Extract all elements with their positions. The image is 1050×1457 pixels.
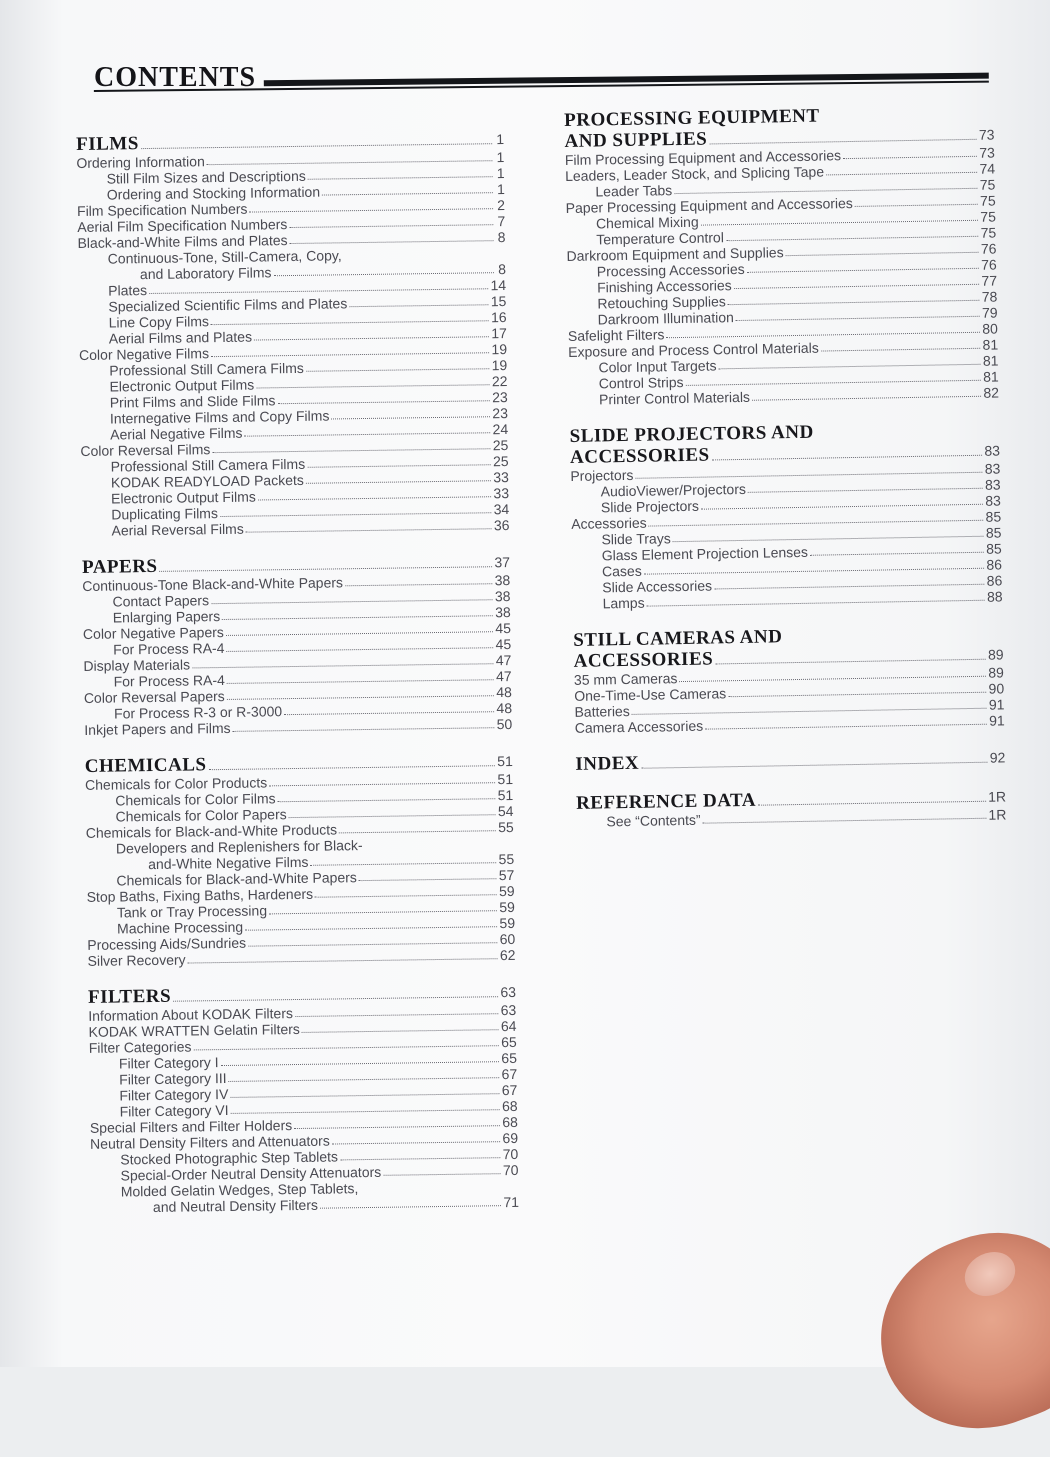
toc-entry-label: One-Time-Use Cameras (574, 685, 727, 704)
page-number: 75 (980, 224, 997, 241)
toc-entry-label: Glass Element Projection Lenses (601, 543, 809, 564)
page-number: 63 (500, 1001, 517, 1019)
toc-entry-label: Electronic Output Films (110, 488, 256, 507)
toc-entry-label: See “Contents” (606, 811, 701, 830)
toc-entry-label: Aerial Negative Films (110, 424, 243, 443)
dot-leader (269, 771, 496, 786)
toc-entry-label: Color Reversal Films (80, 441, 211, 459)
page-number: 8 (497, 229, 506, 246)
page-number: 55 (498, 818, 514, 836)
page-number: 70 (502, 1161, 519, 1179)
page-number: 75 (979, 192, 996, 209)
toc-entry-label: Chemical Mixing (595, 213, 699, 232)
page-number: 51 (497, 752, 513, 770)
page-number: 78 (981, 288, 998, 305)
toc-entry-label: Chemicals for Black-and-White Papers (116, 869, 357, 889)
toc-entry-label: KODAK READYLOAD Packets (110, 471, 304, 491)
toc-entry-label: and Laboratory Films (139, 264, 272, 283)
dot-leader (277, 787, 495, 802)
dot-leader (345, 572, 493, 586)
page-number: 86 (986, 572, 1003, 589)
page-number: 59 (498, 882, 515, 900)
dot-leader (294, 1114, 500, 1129)
dot-leader (207, 149, 493, 165)
dot-leader (289, 229, 493, 244)
dot-leader (826, 161, 978, 176)
toc-entry-label: Inkjet Papers and Films (84, 719, 231, 738)
page-number: 67 (501, 1065, 518, 1083)
dot-leader (306, 357, 490, 372)
dot-leader (173, 981, 499, 1002)
toc-entry-label: and-White Negative Films (148, 853, 309, 873)
dot-leader (249, 197, 493, 212)
page-number: 77 (981, 272, 998, 289)
page-number: 25 (492, 436, 509, 454)
page-number: 38 (494, 587, 511, 605)
toc-entry-label: Stocked Photographic Step Tablets (120, 1148, 339, 1168)
dot-leader (159, 551, 492, 572)
toc-entry-label: Duplicating Films (111, 505, 219, 523)
page-number: 51 (497, 786, 514, 804)
page-number: 23 (492, 404, 509, 422)
dot-leader (220, 1050, 499, 1066)
toc-entry-label: Film Processing Equipment and Accessories (564, 147, 842, 168)
dot-leader (230, 1098, 500, 1114)
toc-entry-label: Continuous-Tone Black-and-White Papers (82, 574, 344, 594)
dot-leader (315, 883, 497, 898)
page-number: 75 (980, 208, 997, 225)
page-number: 47 (495, 651, 512, 669)
toc-entry-label: Slide Trays (601, 530, 671, 548)
dot-leader (359, 867, 497, 881)
dot-leader (810, 541, 984, 556)
section-heading-label: ACCESSORIES (573, 648, 714, 672)
thumb (854, 1207, 1050, 1457)
page-number: 14 (490, 277, 507, 294)
page-number: 63 (500, 983, 517, 1001)
dot-leader (289, 213, 493, 228)
toc-section (88, 981, 519, 1216)
dot-leader (227, 668, 494, 684)
page-number: 92 (989, 749, 1006, 766)
dot-leader (295, 1002, 499, 1017)
page-number: 55 (498, 850, 515, 868)
toc-entry-label: Color Reversal Papers (83, 687, 225, 706)
toc-entry-label: Color Input Targets (598, 357, 717, 376)
toc-entry-label: Information About KODAK Filters (88, 1005, 294, 1024)
page-number: 83 (984, 442, 1001, 459)
page-number: 69 (502, 1129, 519, 1147)
toc-entry-label: Electronic Output Films (109, 376, 255, 395)
section-heading-label: ACCESSORIES (569, 444, 710, 468)
section-heading-label: PAPERS (81, 555, 158, 578)
section-heading-label: FILTERS (87, 985, 172, 1008)
dot-leader (308, 165, 493, 180)
toc-entry-label: Chemicals for Color Films (115, 790, 276, 809)
toc-entry-label: Special-Order Neutral Density Attenuators (120, 1163, 382, 1184)
page-number: 23 (492, 388, 508, 406)
toc-entry-label: For Process RA-4 (113, 639, 225, 658)
toc-entry-label: Chemicals for Color Products (84, 774, 268, 793)
dot-leader (141, 128, 493, 149)
toc-entry-label: Contact Papers (112, 592, 210, 610)
page-number: 74 (979, 160, 996, 177)
page-number: 85 (985, 508, 1002, 525)
page-number: 91 (988, 696, 1005, 713)
toc-entry-label: Tank or Tray Processing (116, 902, 268, 921)
page-number: 38 (495, 603, 511, 621)
page-number: 88 (986, 588, 1003, 605)
page-number: 64 (500, 1017, 517, 1035)
page-number: 34 (493, 500, 510, 518)
page-number: 86 (986, 556, 1003, 573)
toc-entry-label: Filter Categories (88, 1038, 192, 1056)
page-number: 90 (988, 680, 1005, 697)
toc-entry-label: Neutral Density Filters and Attenuators (89, 1132, 330, 1152)
toc-entry-label: Filter Category I (118, 1054, 219, 1072)
toc-entry-label: Professional Still Camera Films (110, 455, 306, 475)
dot-leader (307, 453, 491, 468)
toc-entry-label: Ordering Information (76, 153, 205, 171)
dot-leader (226, 636, 493, 652)
section-heading-label: REFERENCE DATA (575, 789, 757, 814)
dot-leader (244, 421, 490, 436)
toc-entry-label: Filter Category VI (119, 1101, 229, 1120)
page-number: 71 (503, 1193, 520, 1211)
page-number: 83 (985, 492, 1002, 509)
page-number: 91 (989, 712, 1005, 729)
page-number: 73 (979, 144, 995, 161)
page-number: 48 (496, 699, 513, 717)
page-number: 24 (492, 420, 509, 438)
toc-entry-label: Finishing Accessories (596, 277, 732, 296)
toc-entry-label: For Process R-3 or R-3000 (113, 703, 283, 722)
dot-leader (232, 716, 494, 732)
toc-entry-label: Aerial Reversal Films (111, 520, 244, 539)
page-number: 79 (981, 304, 998, 321)
dot-leader (220, 501, 492, 517)
page-number: 33 (493, 484, 510, 502)
toc-entry-label: AudioViewer/Projectors (600, 480, 747, 500)
dot-leader (211, 309, 489, 325)
page-number: 1 (496, 131, 505, 148)
page-number: 76 (980, 240, 997, 257)
page-number: 2 (497, 197, 506, 214)
toc-entry-label: Exposure and Process Control Materials (568, 339, 819, 360)
toc-entry-label: Filter Category IV (119, 1085, 229, 1104)
dot-leader (211, 341, 490, 357)
dot-leader (752, 385, 982, 401)
page-number: 51 (497, 770, 514, 788)
toc-entry-label: Slide Accessories (602, 577, 713, 596)
toc-entry-label: KODAK WRATTEN Gelatin Filters (88, 1020, 300, 1040)
toc-section (82, 551, 512, 738)
page-number: 38 (494, 571, 511, 589)
section-heading-label: CHEMICALS (84, 754, 207, 777)
toc-entry-label: Developers and Replenishers for Black- (115, 837, 363, 857)
page-number: 59 (499, 898, 515, 916)
page-number: 1 (496, 181, 505, 198)
toc-entry-label: Slide Projectors (600, 497, 700, 516)
page-number: 54 (497, 802, 514, 820)
page-number: 48 (496, 683, 512, 701)
page-number: 45 (495, 619, 512, 637)
dot-leader (320, 1194, 502, 1209)
toc-entry-label: Line Copy Films (108, 313, 210, 331)
section-heading-line: STILL CAMERAS AND (573, 626, 783, 651)
page-number: 19 (491, 357, 508, 374)
toc-entry-label: Stop Baths, Fixing Baths, Hardeners (86, 885, 314, 905)
page-number: 36 (493, 516, 510, 534)
dot-leader (711, 440, 982, 461)
dot-leader (339, 819, 496, 833)
dot-leader (254, 325, 489, 340)
page-number: 8 (498, 261, 507, 278)
page-number: 1 (496, 165, 505, 182)
page-number: 81 (982, 336, 999, 353)
page-number: 57 (498, 866, 515, 884)
toc-entry-label: Lamps (602, 594, 645, 612)
dot-leader (322, 181, 493, 195)
page-number: 15 (490, 293, 507, 310)
page-number: 22 (491, 373, 508, 390)
page-number: 16 (490, 309, 507, 326)
toc-entry-label: Accessories (571, 514, 647, 532)
toc-entry-label: Retouching Supplies (597, 293, 726, 312)
dot-leader (212, 437, 491, 453)
page-number: 89 (987, 646, 1004, 663)
dot-leader (331, 405, 490, 419)
page-number: 85 (985, 524, 1002, 541)
toc-entry-label: 35 mm Cameras (573, 670, 678, 688)
dot-leader (340, 1146, 501, 1160)
dot-leader (709, 124, 977, 145)
dot-leader (248, 931, 498, 946)
page-number: 33 (493, 468, 509, 486)
section-heading-line: PROCESSING EQUIPMENT (564, 105, 820, 131)
toc-entry-label: Aerial Films and Plates (108, 328, 253, 347)
toc-entry-label: Print Films and Slide Films (109, 392, 276, 411)
toc-section (573, 622, 1005, 735)
toc-entry-label: Machine Processing (116, 918, 244, 937)
toc-section (570, 418, 1003, 611)
page-number: 85 (986, 540, 1002, 557)
dot-leader (246, 517, 492, 532)
page-title: CONTENTS (94, 62, 257, 93)
toc-entry-label: Darkroom Illumination (597, 309, 734, 328)
contents-right-column (564, 102, 1007, 829)
toc-section (564, 102, 999, 407)
toc-entry-label: Leader Tabs (595, 182, 673, 200)
dot-leader (332, 1130, 501, 1144)
toc-entry-label: For Process RA-4 (113, 671, 225, 690)
toc-entry-label: Plates (108, 282, 148, 299)
section-heading-label: FILMS (76, 133, 139, 155)
dot-leader (273, 261, 494, 276)
toc-entry-label: Aerial Film Specification Numbers (77, 216, 288, 235)
toc-entry-label: Chemicals for Color Papers (115, 806, 287, 825)
page-number: 65 (501, 1049, 518, 1067)
dot-leader (222, 604, 493, 620)
toc-entry-label: Silver Recovery (87, 951, 186, 969)
toc-entry-label: Display Materials (83, 656, 191, 674)
page-number: 1 (496, 149, 505, 166)
section-heading-label: INDEX (575, 752, 640, 775)
dot-leader (230, 1082, 500, 1098)
page-number: 17 (491, 325, 507, 342)
toc-section (76, 128, 510, 539)
toc-entry-label: Specialized Scientific Films and Plates (108, 295, 348, 315)
dot-leader (349, 293, 489, 307)
toc-entry-label: Paper Processing Equipment and Accessories (565, 194, 853, 216)
toc-entry-label: Professional Still Camera Films (109, 359, 304, 379)
page-number: 7 (497, 213, 506, 230)
page-number: 73 (978, 126, 995, 143)
toc-entry-label: Still Film Sizes and Descriptions (106, 167, 306, 187)
dot-leader (821, 337, 981, 352)
toc-entry-label: Black-and-White Films and Plates (77, 232, 288, 251)
dot-leader (383, 1162, 501, 1176)
page-number: 80 (982, 320, 999, 337)
page-number: 76 (981, 256, 997, 273)
page-number: 67 (501, 1081, 518, 1099)
dot-leader (758, 786, 986, 806)
dot-leader (843, 145, 977, 159)
page-number: 83 (984, 476, 1001, 493)
toc-entry-label: Chemicals for Black-and-White Products (85, 821, 338, 841)
dot-leader (211, 588, 493, 604)
page-number: 81 (982, 352, 999, 369)
dot-leader (258, 485, 492, 500)
page-number: 59 (499, 914, 516, 932)
dot-leader (289, 803, 496, 818)
page-number: 62 (499, 946, 516, 964)
section-heading-label: AND SUPPLIES (564, 128, 708, 152)
dot-leader (855, 193, 978, 207)
toc-entry-label: Batteries (574, 702, 630, 720)
page-number: 82 (983, 384, 1000, 401)
toc-entry-label: Control Strips (598, 373, 684, 392)
page-number: 81 (983, 368, 999, 385)
page-number: 65 (501, 1033, 517, 1051)
toc-entry-label: Camera Accessories (574, 717, 704, 736)
section-heading-line: SLIDE PROJECTORS AND (569, 421, 814, 447)
toc-entry-label: Projectors (570, 466, 634, 484)
dot-leader (228, 1066, 499, 1082)
toc-entry-label: Cases (601, 562, 642, 580)
toc-entry-label: Color Negative Papers (82, 623, 224, 642)
page-number: 70 (502, 1145, 519, 1163)
page-number: 75 (979, 176, 996, 193)
toc-entry-label: Processing Accessories (596, 260, 745, 280)
toc-section (576, 785, 1007, 829)
toc-entry-label: Filter Category III (119, 1069, 227, 1088)
toc-entry-label: Special Filters and Filter Holders (89, 1117, 293, 1136)
contents-left-column (76, 128, 519, 1216)
page-number: 68 (501, 1097, 518, 1115)
toc-entry-label: Continuous-Tone, Still-Camera, Copy, (107, 247, 342, 267)
toc-entry-label: Ordering and Stocking Information (106, 183, 321, 203)
toc-entry-label: Processing Aids/Sundries (87, 934, 247, 953)
dot-leader (310, 851, 496, 866)
toc-entry-label: Leaders, Leader Stock, and Splicing Tape (565, 163, 825, 184)
dot-leader (227, 684, 495, 700)
dot-leader (226, 620, 494, 636)
page-number: 1R (988, 788, 1007, 805)
toc-entry-label: Internegative Films and Copy Films (109, 407, 330, 427)
page-number: 25 (492, 452, 509, 470)
dot-leader (786, 241, 979, 256)
toc-entry-label: Darkroom Equipment and Supplies (566, 244, 784, 264)
dot-leader (208, 750, 495, 770)
toc-entry-label: Enlarging Papers (112, 608, 221, 626)
toc-entry-label: Temperature Control (596, 229, 725, 248)
dot-leader (715, 644, 986, 665)
dot-leader (269, 899, 497, 914)
toc-section (85, 750, 516, 969)
dot-leader (284, 700, 495, 715)
dot-leader (256, 373, 490, 388)
page-number: 1R (988, 806, 1007, 823)
dot-leader (306, 469, 492, 484)
page-number: 89 (988, 664, 1005, 681)
page-number: 68 (502, 1113, 518, 1131)
page-number: 45 (495, 635, 512, 653)
page-number: 50 (496, 715, 513, 733)
toc-entry-label: Color Negative Films (78, 345, 210, 363)
toc-entry-label: Printer Control Materials (598, 388, 751, 408)
dot-leader (277, 389, 490, 404)
toc-entry-label: Film Specification Numbers (76, 200, 248, 219)
page-number: 19 (491, 341, 508, 358)
page-number: 37 (494, 553, 511, 571)
toc-entry-label: and Neutral Density Filters (152, 1196, 319, 1216)
page-number: 47 (495, 667, 512, 685)
dot-leader (245, 915, 498, 931)
toc-entry-label: Molded Gelatin Wedges, Step Tablets, (120, 1180, 359, 1200)
dot-leader (302, 1018, 499, 1033)
page-number: 60 (499, 930, 516, 948)
toc-entry-label: Safelight Filters (567, 326, 665, 344)
page-number: 83 (984, 460, 1001, 477)
